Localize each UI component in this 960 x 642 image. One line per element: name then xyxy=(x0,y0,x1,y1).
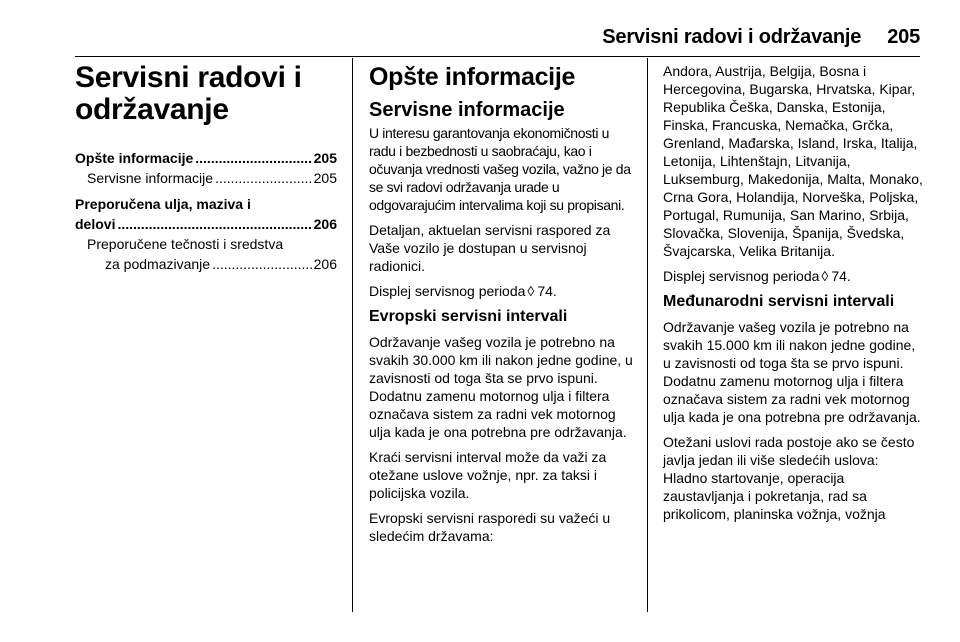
header-rule xyxy=(75,56,920,57)
column-divider-right xyxy=(647,58,648,612)
international-intervals-heading: Međunarodni servisni intervali xyxy=(663,293,895,310)
service-display-reference-2 xyxy=(663,267,925,285)
toc-leader xyxy=(117,214,311,234)
toc-entry-preporucene-tecnosti[interactable] xyxy=(75,234,337,274)
service-schedule-paragraph: Detaljan, aktuelan servisni raspored za Vaše vozilo je dostupan u servisnoj radionici. xyxy=(369,222,611,274)
european-intervals-heading: Evropski servisni intervali xyxy=(369,308,568,325)
middle-column xyxy=(369,62,633,552)
toc-entry-label-line1: Preporučena ulja, maziva i xyxy=(75,196,251,212)
toc-entry-preporucena-ulja[interactable] xyxy=(75,194,337,234)
column-divider-left xyxy=(352,58,353,612)
chapter-column xyxy=(75,62,337,274)
toc-leader xyxy=(212,254,312,274)
toc-entry-opste-informacije[interactable] xyxy=(75,148,337,168)
toc-entry-label-line1: Preporučene tečnosti i sredstva xyxy=(87,236,284,252)
chapter-title-line1: Servisni radovi i xyxy=(75,61,302,94)
page-number: 205 xyxy=(887,26,920,48)
toc-entry-page: 205 xyxy=(313,170,337,186)
european-intervals-paragraph: Održavanje vašeg vozila je potrebno na svakih 30.000 km ili nakon jedne godine, u zavisnosti od toga šta se prvo ispuni. Dodatnu zamenu motornog ulja i filtera označava sistem za radni vek motornog ulja kada je ona potrebna pre održavanja. xyxy=(369,334,633,440)
difficult-conditions-paragraph: Otežani uslovi rada postoje ako se često javlja jedan ili više sledećih uslova: Hladno startovanje, operacija zaustavljanja i pokretanja, rad sa prikolicom, planinska vožnja, vožnja xyxy=(663,434,915,522)
toc-entry-label: Opšte informacije xyxy=(75,150,194,166)
service-info-paragraph: U interesu garantovanja ekonomičnosti u radu i bezbednosti u saobraćaju, kao i očuvanja vrednosti vašeg vozila, važno je da se svi radovi održavanja urade u odgovarajućim intervalima koji su propisani. xyxy=(369,125,631,213)
page-reference-icon: ◊ xyxy=(527,283,535,299)
international-intervals-paragraph: Održavanje vašeg vozila je potrebno na svakih 15.000 km ili nakon jedne godine, u zavisnosti od toga šta se prvo ispuni. Dodatnu zamenu motornog ulja i filtera označava sistem za radni vek motornog ulja kada je ona potrebna pre održavanja. xyxy=(663,319,921,425)
chapter-title xyxy=(75,62,337,126)
subsection-title: Servisne informacije xyxy=(369,99,565,121)
toc-entry-page: 206 xyxy=(313,216,337,232)
table-of-contents xyxy=(75,148,337,274)
toc-entry-label: Servisne informacije xyxy=(87,170,214,186)
running-header xyxy=(602,26,920,49)
reference-text: Displej servisnog perioda xyxy=(663,268,820,284)
toc-leader xyxy=(195,148,311,168)
reference-text: Displej servisnog perioda xyxy=(369,283,526,299)
service-display-reference xyxy=(369,282,633,300)
toc-entry-servisne-informacije[interactable] xyxy=(75,168,337,188)
toc-entry-label-line2: delovi xyxy=(75,216,116,232)
reference-page-link[interactable]: 74. xyxy=(537,283,557,299)
toc-entry-page: 205 xyxy=(313,150,337,166)
section-title: Opšte informacije xyxy=(369,63,576,91)
reference-page-link[interactable]: 74. xyxy=(831,268,851,284)
running-header-title: Servisni radovi i održavanje xyxy=(602,26,862,48)
valid-countries-intro: Evropski servisni rasporedi su važeći u sledećim državama: xyxy=(369,510,611,544)
page-reference-icon: ◊ xyxy=(821,268,829,284)
toc-entry-page: 206 xyxy=(313,256,337,272)
toc-entry-label-line2: za podmazivanje xyxy=(105,256,211,272)
shorter-interval-paragraph: Kraći servisni interval može da važi za otežane uslove vožnje, npr. za taksi i policijska vozila. xyxy=(369,449,607,501)
countries-list: Andora, Austrija, Belgija, Bosna i Hercegovina, Bugarska, Hrvatska, Kipar, Republika Češka, Danska, Estonija, Finska, Francuska, Nemačka, Grčka, Grenland, Mađarska, Island, Irska, Italija, Letonija, Lihtenštajn, Litvanija, Luksemburg, Makedonija, Malta, Monako, Crna Gora, Holandija, Norveška, Poljska, Portugal, Rumunija, San Marino, Srbija, Slovačka, Slovenija, Španija, Švedska, Švajcarska, Velika Britanija. xyxy=(663,63,923,259)
toc-leader xyxy=(215,168,312,188)
chapter-title-line2: održavanje xyxy=(75,93,229,126)
right-column xyxy=(663,62,925,530)
